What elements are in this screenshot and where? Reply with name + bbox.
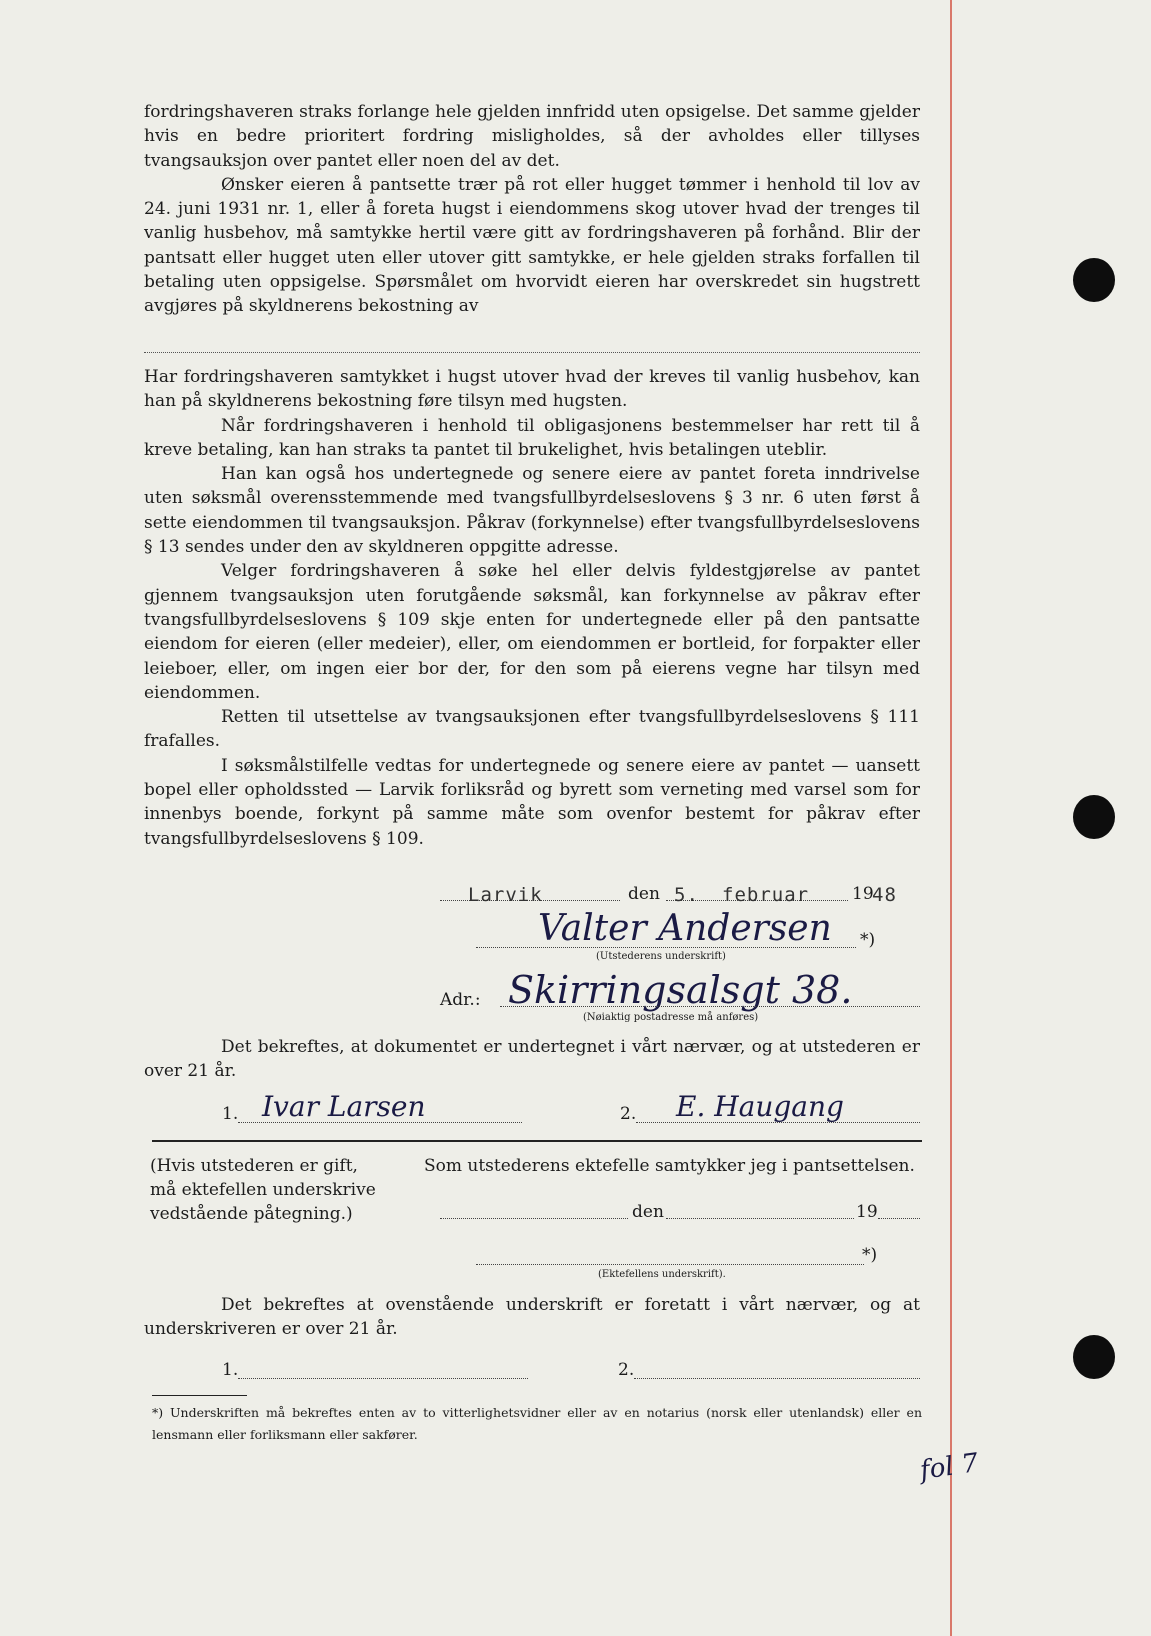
spouse-date-label: den: [632, 1202, 664, 1222]
witness1-number: 1.: [222, 1104, 239, 1124]
month-value: februar: [722, 884, 810, 906]
paragraph: Når fordringshaveren i henhold til obligasjonens bestemmelser har rett til å kreve betaling, kan han straks ta pantet til brukelighet, hvis betalingen uteblir.: [144, 415, 920, 460]
issuer-signature-line: [476, 947, 856, 948]
spouse-consent: Som utstederens ektefelle samtykker jeg i pantsettelsen.: [424, 1156, 915, 1176]
witness-text: Det bekreftes, at dokumentet er undertegnet i vårt nærvær, og at utstederen er over 21 år.: [144, 1037, 920, 1082]
punch-hole: [1073, 258, 1115, 302]
paragraph: Velger fordringshaveren å søke hel eller delvis fyldestgjørelse av pantet gjennem tvangsauksjon uten forutgående søksmål, kan forkynnelse av påkrav efter tvangsfullbyrdelseslovens § 109 skje enten for undertegnede eller på den pantsatte eiendom for eieren (eller medeier), eller, om eiendommen er bortleid, for forpakter eller leieboer, eller, om ingen eier bor der, for den som på eierens vegne har tilsyn med eiendommen.: [144, 561, 920, 703]
punch-hole: [1073, 1335, 1115, 1379]
top-text-block: [144, 100, 920, 319]
spouse-witness-text: Det bekreftes at ovenstående underskrift er foretatt i vårt nærvær, og at underskriveren er over 21 år.: [144, 1295, 920, 1340]
place-value: Larvik: [468, 884, 543, 906]
spouse-asterisk: *): [862, 1245, 878, 1265]
paragraph: Han kan også hos undertegnede og senere eiere av pantet foreta inndrivelse uten søksmål overensstemmende med tvangsfullbyrdelseslovens § 3 nr. 6 uten først å sette eiendommen til tvangsauksjon. Påkrav (forkynnelse) efter tvangsfullbyrdelseslovens § 13 sendes under den av skyldneren oppgitte adresse.: [144, 464, 920, 558]
address-value: Skirringsalsgt 38.: [508, 968, 853, 1012]
paragraph: Har fordringshaveren samtykket i hugst utover hvad der kreves til vanlig husbehov, kan han på skyldnerens bekostning føre tilsyn med hugsten.: [144, 367, 920, 412]
spouse-note-line: (Hvis utstederen er gift,: [150, 1156, 358, 1176]
main-text-block: [144, 365, 920, 851]
margin-line: [950, 0, 952, 1636]
spouse-signature-line: [476, 1264, 864, 1265]
section-divider: [152, 1140, 922, 1142]
spouse-year-prefix: 19: [856, 1202, 878, 1222]
witness1-signature: Ivar Larsen: [262, 1090, 426, 1123]
spouse-witness1-number: 1.: [222, 1360, 239, 1380]
spouse-caption: (Ektefellens underskrift).: [598, 1269, 726, 1280]
issuer-signature: Valter Andersen: [538, 908, 832, 949]
spouse-witness2-line: [634, 1378, 920, 1379]
spouse-date-field: [666, 1218, 854, 1219]
address-line: [500, 1006, 920, 1007]
year-prefix: 19: [852, 884, 874, 904]
paragraph: Retten til utsettelse av tvangsauksjonen efter tvangsfullbyrdelseslovens § 111 frafalles.: [144, 707, 920, 752]
witness2-number: 2.: [620, 1104, 637, 1124]
margin-mark: fol 7: [918, 1448, 981, 1486]
punch-hole: [1073, 795, 1115, 839]
address-label: Adr.:: [440, 990, 481, 1010]
date-label: den: [628, 884, 660, 904]
spouse-note-line: må ektefellen underskrive: [150, 1180, 376, 1200]
day-value: 5.: [674, 884, 699, 906]
footnote: *) Underskriften må bekreftes enten av to vitterlighetsvidner eller av en notarius (norsk eller utenlandsk) eller en lensmann eller forliksmann eller sakfører.: [152, 1405, 922, 1442]
witness2-signature: E. Haugang: [676, 1090, 844, 1123]
spouse-place-field: [440, 1218, 628, 1219]
paragraph: Ønsker eieren å pantsette trær på rot eller hugget tømmer i henhold til lov av 24. juni 1931 nr. 1, eller å foreta hugst i eiendommens skog utover hvad der trenges til vanlig husbehov, må samtykke hertil være gitt av fordringshaveren på forhånd. Blir der pantsatt eller hugget uten eller utover gitt samtykke, er hele gjelden straks forfallen til betaling uten oppsigelse. Spørsmålet om hvorvidt eieren har overskredet sin hugstrett avgjøres på skyldnerens bekostning av: [144, 174, 920, 317]
spouse-witness2-number: 2.: [618, 1360, 635, 1380]
spouse-witness1-line: [238, 1378, 528, 1379]
paragraph: I søksmålstilfelle vedtas for undertegnede og senere eiere av pantet — uansett bopel eller opholdssted — Larvik forliksråd og byrett som verneting med varsel som for innenbys boende, forkynt på samme måte som ovenfor bestemt for påkrav efter tvangsfullbyrdelseslovens § 109.: [144, 755, 920, 849]
paragraph: fordringshaveren straks forlange hele gjelden innfridd uten opsigelse. Det samme gjelder hvis en bedre prioritert fordring misligholdes, så der avholdes eller tillyses tvangsauksjon over pantet eller noen del av det.: [144, 102, 920, 171]
issuer-caption: (Utstederens underskrift): [596, 951, 726, 962]
address-caption: (Nøiaktig postadresse må anføres): [583, 1012, 759, 1023]
footnote-rule: [152, 1395, 247, 1396]
spouse-note-line: vedstående påtegning.): [150, 1204, 353, 1224]
asterisk: *): [860, 930, 876, 950]
spouse-year-field: [878, 1218, 920, 1219]
dotted-line: [144, 352, 920, 353]
year-value: 48: [872, 884, 897, 906]
